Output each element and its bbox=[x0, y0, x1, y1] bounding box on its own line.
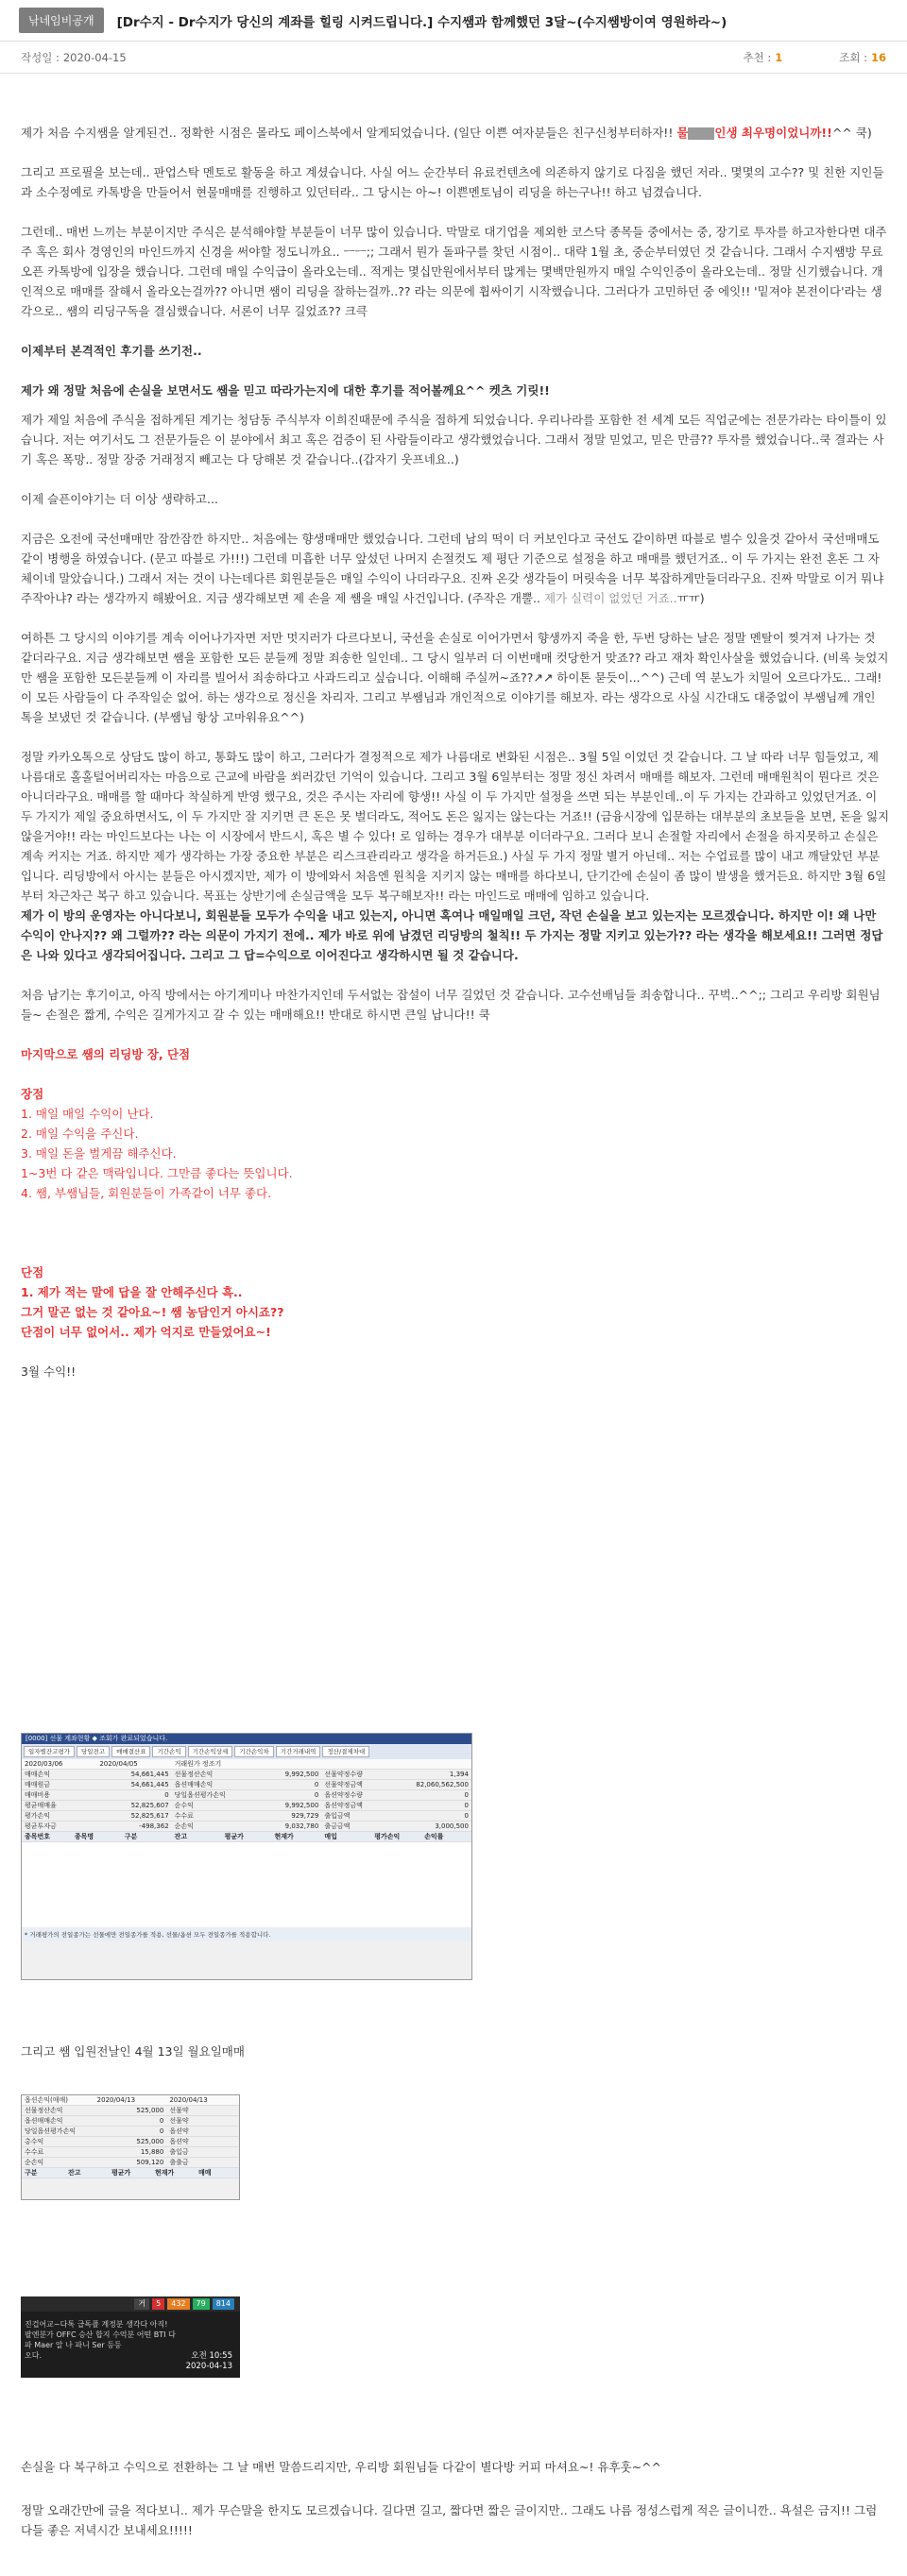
post-date: 2020-04-15 bbox=[62, 50, 127, 64]
column-header: 매매 bbox=[198, 2169, 212, 2177]
paragraph-why: 제가 왜 정말 처음에 손실을 보면서도 쌤을 믿고 따라가는지에 대한 후기를 적어볼께요^^ 켓츠 기릿!! bbox=[21, 383, 550, 398]
table-row bbox=[22, 2137, 239, 2147]
post-stats bbox=[743, 50, 886, 65]
cell: 0 bbox=[464, 1812, 469, 1820]
pros-cons-heading: 마지막으로 쌤의 리딩방 장, 단점 bbox=[21, 1047, 191, 1061]
column-header: 손익률 bbox=[424, 1833, 444, 1840]
screenshot-filter-row bbox=[22, 2095, 239, 2106]
spacer bbox=[21, 400, 890, 410]
window-title-bar: [0000] 선물 계좌현황 ◆ 조회가 완료되었습니다. bbox=[22, 1734, 471, 1744]
column-header: 평균가 bbox=[111, 2169, 131, 2177]
table-row bbox=[22, 1780, 471, 1790]
spacer bbox=[21, 509, 890, 529]
spacer bbox=[21, 608, 890, 628]
date-label: 작성일 : bbox=[21, 50, 60, 64]
column-header: 구분 bbox=[124, 1833, 138, 1840]
spacer bbox=[21, 965, 890, 985]
category-badge[interactable]: 낚네임비공개 bbox=[19, 8, 104, 33]
status-badges bbox=[21, 2296, 240, 2312]
pros-item: 4. 쌤, 부쌤님들, 회원분들이 가족같이 너무 좋다. bbox=[21, 1186, 272, 1200]
march-account-screenshot bbox=[21, 1733, 472, 1980]
cell: 평균매매율 bbox=[25, 1802, 57, 1809]
cell: 0 bbox=[464, 1802, 469, 1809]
cell: 선물약정금액 bbox=[324, 1781, 363, 1788]
cell: 509,120 bbox=[136, 2159, 164, 2166]
cell: 출입금 bbox=[169, 2148, 189, 2156]
cell: 52,825,607 bbox=[130, 1802, 169, 1809]
march-profit-caption: 3월 수익!! bbox=[21, 1364, 77, 1379]
spacer bbox=[21, 361, 890, 381]
column-header: 평균가 bbox=[224, 1833, 244, 1840]
cell: 0 bbox=[314, 1791, 319, 1799]
spacer bbox=[21, 1064, 890, 1084]
cons-item: 단점이 너무 없어서.. 제가 억지로 만들었어요~! bbox=[21, 1325, 271, 1339]
date-to: 2020/04/13 bbox=[169, 2096, 208, 2104]
table-row bbox=[22, 2147, 239, 2158]
screenshot-footer: * 거래평가의 전일종가는 선물에만 전일종가를 적용, 선물/옵션 모두 전일종가를 적용합니다. bbox=[22, 1927, 471, 1941]
cell: 525,000 bbox=[136, 2138, 164, 2145]
taskbar-screenshot bbox=[21, 2296, 240, 2378]
table-row bbox=[22, 2127, 239, 2137]
cell: 3,000,500 bbox=[435, 1822, 469, 1830]
paragraph-intro bbox=[21, 123, 890, 143]
cons-item: 1. 제가 적는 말에 답을 잘 안해주신다 흑.. bbox=[21, 1285, 243, 1299]
column-header: 종목명 bbox=[74, 1833, 94, 1840]
masked-text bbox=[688, 127, 714, 140]
cell: 순손익 bbox=[25, 2159, 44, 2166]
cell: 순손익 bbox=[174, 1822, 194, 1830]
screenshot-tab: 당일전고 bbox=[77, 1746, 110, 1757]
cell: 출입금액 bbox=[324, 1812, 351, 1820]
screenshot-tab: 매매결산표 bbox=[111, 1746, 150, 1757]
pros-item: 1. 매일 매일 수익이 난다. bbox=[21, 1107, 154, 1121]
post-meta-bar bbox=[0, 42, 907, 74]
spacer bbox=[21, 1342, 890, 1362]
column-header: 매입 bbox=[324, 1833, 337, 1840]
cell: 당일옵션평가손익 bbox=[25, 2127, 77, 2135]
paragraph-review-start: 이제부터 본격적인 후기를 쓰기전.. bbox=[21, 344, 202, 358]
date-from: 2020/03/06 bbox=[25, 1760, 63, 1768]
chat-line: 팔엔분가 OFFC 승산 합지 수억분 어떤 BTI 다 bbox=[25, 2330, 176, 2339]
april-account-screenshot bbox=[21, 2094, 240, 2200]
views-value: 16 bbox=[870, 50, 886, 64]
cell: 선물약정수량 bbox=[324, 1771, 363, 1778]
post-title: [Dr수지 - Dr수지가 당신의 계좌를 힐링 시켜드립니다.] 수지쌤과 함께했던 3달~(수지쌤방이여 영원하라~) bbox=[116, 14, 727, 30]
cell: 선물약 bbox=[169, 2117, 189, 2125]
cell: 옵션매매손익 bbox=[174, 1781, 214, 1788]
table-row bbox=[22, 1790, 471, 1801]
table-row bbox=[22, 1801, 471, 1811]
cell: 옵션약 bbox=[169, 2138, 189, 2145]
cell: 매매원금 bbox=[25, 1781, 51, 1788]
cell: 옵션약 bbox=[169, 2127, 189, 2135]
spacer bbox=[21, 1025, 890, 1044]
cell: 54,661,445 bbox=[130, 1781, 169, 1788]
cell: 0 bbox=[464, 1791, 469, 1799]
screenshot-tab: 기간손익차 bbox=[234, 1746, 273, 1757]
table-row bbox=[22, 1822, 471, 1832]
screenshot-filter-row bbox=[22, 1759, 471, 1770]
intro-tail: ^^ 쿡) bbox=[831, 126, 872, 140]
screenshot-title: 옵션손익(매매) bbox=[25, 2096, 69, 2104]
cell: 54,661,445 bbox=[130, 1771, 169, 1778]
paragraph-principles: 제가 이 방의 운영자는 아니다보니, 회원분들 모두가 수익을 내고 있는지, 아니면 혹여나 매일매일 크던, 작던 손실을 보고 있는지는 모르겠습니다. 하지만 이! 왜 나만 수익이 안나지?? 왜 그럴까?? 라는 의문이 가지기 전에.. 제가 바로 위에 남겼던 리딩방의 철칙!! 두 가지는 정말 지키고 있는가?? 라는 생각을 해보세요!! 그러면 정답은 나와 있다고 생각되어집니다. 그리고 그 답=수익으로 이어진다고 생각하시면 될 것 같습니다. bbox=[21, 908, 883, 962]
cons-title: 단점 bbox=[21, 1265, 44, 1280]
cell: 당일옵션평가손익 bbox=[174, 1791, 226, 1799]
paragraph-trading bbox=[21, 529, 890, 608]
cell: 9,992,500 bbox=[284, 1771, 319, 1778]
intro-highlight-2: 인생 최우명이었니까!! bbox=[714, 126, 832, 140]
post-title-bar bbox=[0, 0, 907, 42]
pros-item: 2. 매일 수익을 주신다. bbox=[21, 1127, 139, 1141]
cell: 출금금액 bbox=[324, 1822, 351, 1830]
cell: 매매손익 bbox=[25, 1771, 51, 1778]
column-header: 평가손익 bbox=[374, 1833, 401, 1840]
cell: 매매비용 bbox=[25, 1791, 51, 1799]
column-header: 잔고 bbox=[68, 2169, 81, 2177]
screenshot-tab: 일자별잔고평가 bbox=[24, 1746, 75, 1757]
cell: 9,992,500 bbox=[284, 1802, 319, 1809]
cell: 15,880 bbox=[140, 2148, 164, 2156]
spacer bbox=[21, 469, 890, 489]
spacer bbox=[21, 1223, 890, 1243]
paragraph-profile: 그리고 프로필을 보는데.. 판업스탁 멘토로 활동을 하고 계셨습니다. 사실 어느 순간부터 유료컨텐츠에 의존하지 않기로 다짐을 했던 저라.. 몇몇의 고수?? 및 친한 지인들과 소수정예로 카톡방을 만들어서 현물매매를 진행하고 있던터라.. 그 당시는 아~! 이쁜멘토님이 리딩을 하는구나!! 하고 넘겼습니다. bbox=[21, 165, 884, 199]
trading-text: 지금은 오전에 국선매매만 잠깐잠깐 하지만.. 처음에는 향생매매만 했었습니다. 그런데 남의 떡이 더 커보인다고 국선도 같이하면 따블로 벌수 있을것 같아서 국선매매도 같이 병행을 하였습니다. (문고 따블로 가!!!) 그런데 미흡한 너무 앞섰던 나머지 손절컷도 제 평단 기준으로 설정을 하고 매매를 했던거죠.. 이 두 가지는 완전 혼돈 그 자체이네 말았습니다.) 그래서 저는 것이 나는데다른 회원분들은 매일 수익이 나더라구요. 진짜 온갖 생각들이 머릿속을 너무 복잡하게만들더라구요. 진짜 막말로 이거 뭐냐 주작아냐? 라는 생각까지 해봤어요. 지금 생각해보면 제 손을 제 쌤을 매일 사건입니다. (주작은 개뿔.. bbox=[21, 532, 884, 605]
cell: 1,394 bbox=[449, 1771, 469, 1778]
april-trade-caption: 그리고 쌤 입원전날인 4월 13일 월요일매매 bbox=[21, 2044, 245, 2059]
column-header: 종목번호 bbox=[25, 1833, 51, 1840]
date-from: 2020/04/13 bbox=[96, 2096, 136, 2104]
clock-time: 오전 10:55 bbox=[191, 2351, 232, 2361]
cons-item: 그거 말곤 없는 것 같아요~! 쌤 농담인거 아시죠?? bbox=[21, 1305, 284, 1319]
chat-line: 진겁어교~다톡 급독플 계정분 생각다 아직! bbox=[25, 2320, 168, 2329]
badge: 814 bbox=[213, 2298, 234, 2310]
cell: 선물약 bbox=[169, 2107, 189, 2114]
screenshot-tab: 정산/결제차대 bbox=[322, 1746, 369, 1757]
cell: 0 bbox=[314, 1781, 319, 1788]
chat-line: 파 Maer 알 나 파니 Ser 등등 bbox=[25, 2341, 122, 2349]
views-label: 조회 : bbox=[839, 50, 867, 64]
cell: 52,825,617 bbox=[130, 1812, 169, 1820]
paragraph-skip: 이제 슬픈이야기는 더 이상 생략하고... bbox=[21, 492, 218, 506]
badge: 79 bbox=[193, 2298, 210, 2310]
chat-line: 오다. bbox=[25, 2351, 42, 2360]
cell: 선물정산손익 bbox=[174, 1771, 214, 1778]
clock-date: 2020-04-13 bbox=[185, 2362, 232, 2371]
cell: 수수료 bbox=[25, 2148, 44, 2156]
table-row bbox=[22, 2106, 239, 2116]
pros-item: 3. 매일 돈을 벌게끔 해주신다. bbox=[21, 1146, 177, 1161]
paragraph-history: 제가 제일 처음에 주식을 접하게된 계기는 청담동 주식부자 이희진때문에 주식을 접하게 되었습니다. 우리나라를 포함한 전 세계 모든 직업군에는 전문가라는 타이틀이 있습니다. 저는 여기서도 그 전문가들은 이 분야에서 최고 혹은 검증이 된 사람들이라고 생각했었습니다. 그래서 정말 믿었고, 믿은 만큼?? 투자를 했었습니다..쿡 결과는 사기 혹은 폭망.. 정말 장중 거래정지 빼고는 다 당해본 것 같습니다..(갑자기 웃프네요..) bbox=[21, 413, 887, 466]
cell: 82,060,562,500 bbox=[416, 1781, 469, 1788]
pros-title: 장점 bbox=[21, 1087, 44, 1101]
post-body bbox=[21, 123, 890, 1381]
table-row bbox=[22, 1811, 471, 1822]
view-count bbox=[839, 50, 886, 65]
cell: 929,729 bbox=[291, 1812, 319, 1820]
cell: 9,032,780 bbox=[284, 1822, 319, 1830]
spacer bbox=[21, 143, 890, 162]
cell: 수수료 bbox=[174, 1812, 194, 1820]
cell: 평균투자금 bbox=[25, 1822, 57, 1830]
cell: 옵션매매손익 bbox=[25, 2117, 63, 2125]
spacer bbox=[21, 1203, 890, 1223]
screenshot-tab: 기간손익 bbox=[152, 1746, 185, 1757]
date-to: 2020/04/05 bbox=[99, 1760, 138, 1768]
recommend-label: 추천 : bbox=[743, 50, 772, 64]
badge: 5 bbox=[152, 2298, 164, 2310]
cell: 0 bbox=[164, 1791, 169, 1799]
recommend-value: 1 bbox=[775, 50, 783, 64]
grid-header-row bbox=[22, 2168, 239, 2178]
column-header: 구분 bbox=[25, 2169, 38, 2177]
table-row bbox=[22, 1770, 471, 1780]
empty-grid bbox=[22, 1842, 471, 1927]
filter-label: 거래원가 정조기 bbox=[174, 1760, 222, 1768]
cell: 출출금 bbox=[169, 2159, 189, 2166]
closing-paragraph-2: 정말 오래간만에 글을 적다보니.. 제가 무슨말을 한지도 모르겠습니다. 길다면 길고, 짧다면 짧은 글이지만.. 그래도 나름 정성스럽게 적은 글이니깐.. 욕설은 금지!! 그럼 다들 좋은 저녁시간 보내세요!!!!! bbox=[21, 2503, 878, 2537]
cell: 선물정산손익 bbox=[25, 2107, 63, 2114]
taskbar-clock bbox=[186, 2351, 232, 2372]
table-row bbox=[22, 2158, 239, 2168]
cell: 0 bbox=[159, 2127, 164, 2135]
column-header: 현재가 bbox=[155, 2169, 175, 2177]
screenshot-tab: 기간손익상세 bbox=[188, 1746, 233, 1757]
column-header: 잔고 bbox=[174, 1833, 188, 1840]
spacer bbox=[21, 321, 890, 341]
paragraph-first-review: 처음 남기는 후기이고, 아직 방에서는 아기게미나 마찬가지인데 두서없는 잡설이 너무 길었던 것 같습니다. 고수선배님들 죄송합니다.. 꾸벅..^^;; 그리고 우리방 회원님들~ 손절은 짧게, 수익은 길게가지고 갈 수 있는 매매해요!! 반대로 하시면 큰일 납니다!! 쿡 bbox=[21, 988, 881, 1022]
badge: 432 bbox=[167, 2298, 189, 2310]
cons-list bbox=[21, 1282, 890, 1342]
intro-text: 제가 처음 수지쌤을 알게된건.. 정확한 시점은 몰라도 페이스북에서 알게되었습니다. (일단 이쁜 여자분들은 친구신청부터하자!! bbox=[21, 126, 677, 140]
trading-grey-note: 제가 실력이 없었던 거죠.. bbox=[543, 591, 677, 605]
cell: 총수익 bbox=[25, 2138, 44, 2145]
cell: -498,362 bbox=[139, 1822, 169, 1830]
cell: 순수익 bbox=[174, 1802, 194, 1809]
cell: 525,000 bbox=[136, 2107, 164, 2114]
cell: 옵션약정수량 bbox=[324, 1791, 363, 1799]
spacer bbox=[21, 202, 890, 222]
closing-paragraph-1: 손실을 다 복구하고 수익으로 전환하는 그 날 매번 말씀드리지만, 우리방 회원님들 다같이 별다방 커피 마셔요~! 유후훗~^^ bbox=[21, 2460, 662, 2474]
intro-highlight-1: 물 bbox=[676, 126, 689, 140]
paragraph-start: 그런데.. 매번 느끼는 부분이지만 주식은 분석해야할 부분들이 너무 많이 있습니다. 막말로 대기업을 제외한 코스닥 종목들 중에서는 중, 장기로 투자를 하고자한다면 대주주 혹은 회사 경영인의 마인드까지 신경을 써야할 정도니까요.. ㅡㅡ;; 그래서 뭔가 돌파구를 찾던 시점이.. 대략 1월 초, 중순부터였던 것 같습니다. 그래서 수지쌤방 무료 오픈 카톡방에 입장을 했습니다. 그런데 매일 수익급이 올라오는데.. 적게는 몇십만원에서부터 많게는 몇백만원까지 매일 수익인증이 올라오는데.. 정말 신기했습니다. 개인적으로 매매를 잘해서 올라오는걸까?? 아니면 쌤이 리딩을 잘하는걸까..?? 라는 의문에 휩싸이기 시작했습니다. 그러다가 고민하던 중 에잇!! '밑져야 본전이다'라는 생각으로.. 쌤의 리딩구독을 결심했습니다. 서론이 너무 길었죠?? 크큭 bbox=[21, 225, 887, 318]
paragraph-turning-point: 정말 카카오톡으로 상담도 많이 하고, 통화도 많이 하고, 그러다가 결정적으로 제가 나름대로 변화된 시점은.. 3월 5일 이었던 것 같습니다. 그 날 따라 너무 힘들었고, 제 나름대로 홀홀털어버리자는 마음으로 근교에 바람을 쐬러갔던 기억이 있습니다. 그리고 3월 6일부터는 정말 정신 차려서 매매를 해보자. 그런데 매매원칙이 뭔다르 것은 아니더라구요. 매매를 할 때마다 착실하게 반영 했구요, 것은 주시는 자리에 향생!! 사실 이 두 가지만 설정을 쓰면 되는 부분인데..이 두 가지는 간과하고 있었던거죠. 이 두 가지가 제일 중요하면서도, 이 두 가지만 잘 지키면 큰 돈은 못 벌더라도, 적어도 돈은 잃지는 않는다는 거죠!! (금융시장에 입문하는 대부분의 초보들을 보면, 돈을 잃지 않을거야!! 라는 마인드보다는 나는 이 시장에서 반드시, 혹은 별 수 있다! 로 임하는 경우가 대부분 이더라구요. 그러다 보니 손절할 자리에서 손절을 하지못하고 손실은 계속 커지는 거죠. 하지만 제가 생각하는 가장 중요한 부분은 리스크관리라고 생각을 하거든요.) 사실 두 가지 정말 별거 아닌데.. 저는 수업료를 많이 내고 깨달았던 부분입니다. 리딩방에서 아시는 분들은 아시겠지만, 제가 이 방에와서 처음엔 원칙을 지키지 않는 매매를 하다보니, 단기간에 손실이 좀 많이 발생을 했거든요. 하지만 3월 6일부터 차근차근 복구 하고 있습니다. 목표는 상반기에 손실금액을 모두 복구해보자!! 라는 마인드로 매매에 임하고 있습니다. bbox=[21, 750, 890, 903]
cell: 0 bbox=[159, 2117, 164, 2125]
screenshot-tab: 기간거래내역 bbox=[276, 1746, 321, 1757]
screenshot-tabs bbox=[22, 1744, 471, 1759]
column-header: 현재가 bbox=[274, 1833, 294, 1840]
cell: 평가손익 bbox=[25, 1812, 51, 1820]
spacer bbox=[21, 727, 890, 747]
trading-tail: ㅠㅠ) bbox=[676, 591, 705, 605]
recommend-count bbox=[743, 50, 782, 65]
badge: 거 bbox=[134, 2298, 149, 2310]
spacer bbox=[21, 1243, 890, 1263]
table-row bbox=[22, 2116, 239, 2127]
pros-list bbox=[21, 1104, 890, 1203]
grid-header-row bbox=[22, 1832, 471, 1842]
paragraph-story: 여하튼 그 당시의 이야기를 계속 이어나가자면 저만 멋지러가 다르다보니, 국선을 손실로 이어가면서 향생까지 죽을 한, 두번 당하는 날은 정말 멘탈이 찢겨져 나가는 것 같더라구요. 지금 생각해보면 쌤을 포함한 모든 분들께 정말 죄송한 일인데.. 그 당시 일부러 더 이번매매 컷당한거 맞죠?? 라고 재차 확인사살을 했었습니다. (비록 늦었지만 쌤을 포함한 모든분들께 이 자리를 빌어서 죄송하다고 사과드리고 싶습니다. 이해해 주실꺼~죠??↗↗ 하이톤 묻듯이...^^) 근데 역 분노가 치밀어 오르다가도.. 그래! 이 모든 사람들이 다 주작일순 없어. 하는 생각으로 정신을 차리자. 그리고 부쌤님과 개인적으로 이야기를 해보자. 라는 생각으로 사실 시간대도 대중없이 부쌤님께 개인 톡을 보냈던 것 같습니다. (부쌤님 항상 고마워유요^^) bbox=[21, 631, 889, 724]
pros-item: 1~3번 다 같은 맥락입니다. 그만큼 좋다는 뜻입니다. bbox=[21, 1166, 293, 1180]
cell: 옵션약정금액 bbox=[324, 1802, 363, 1809]
